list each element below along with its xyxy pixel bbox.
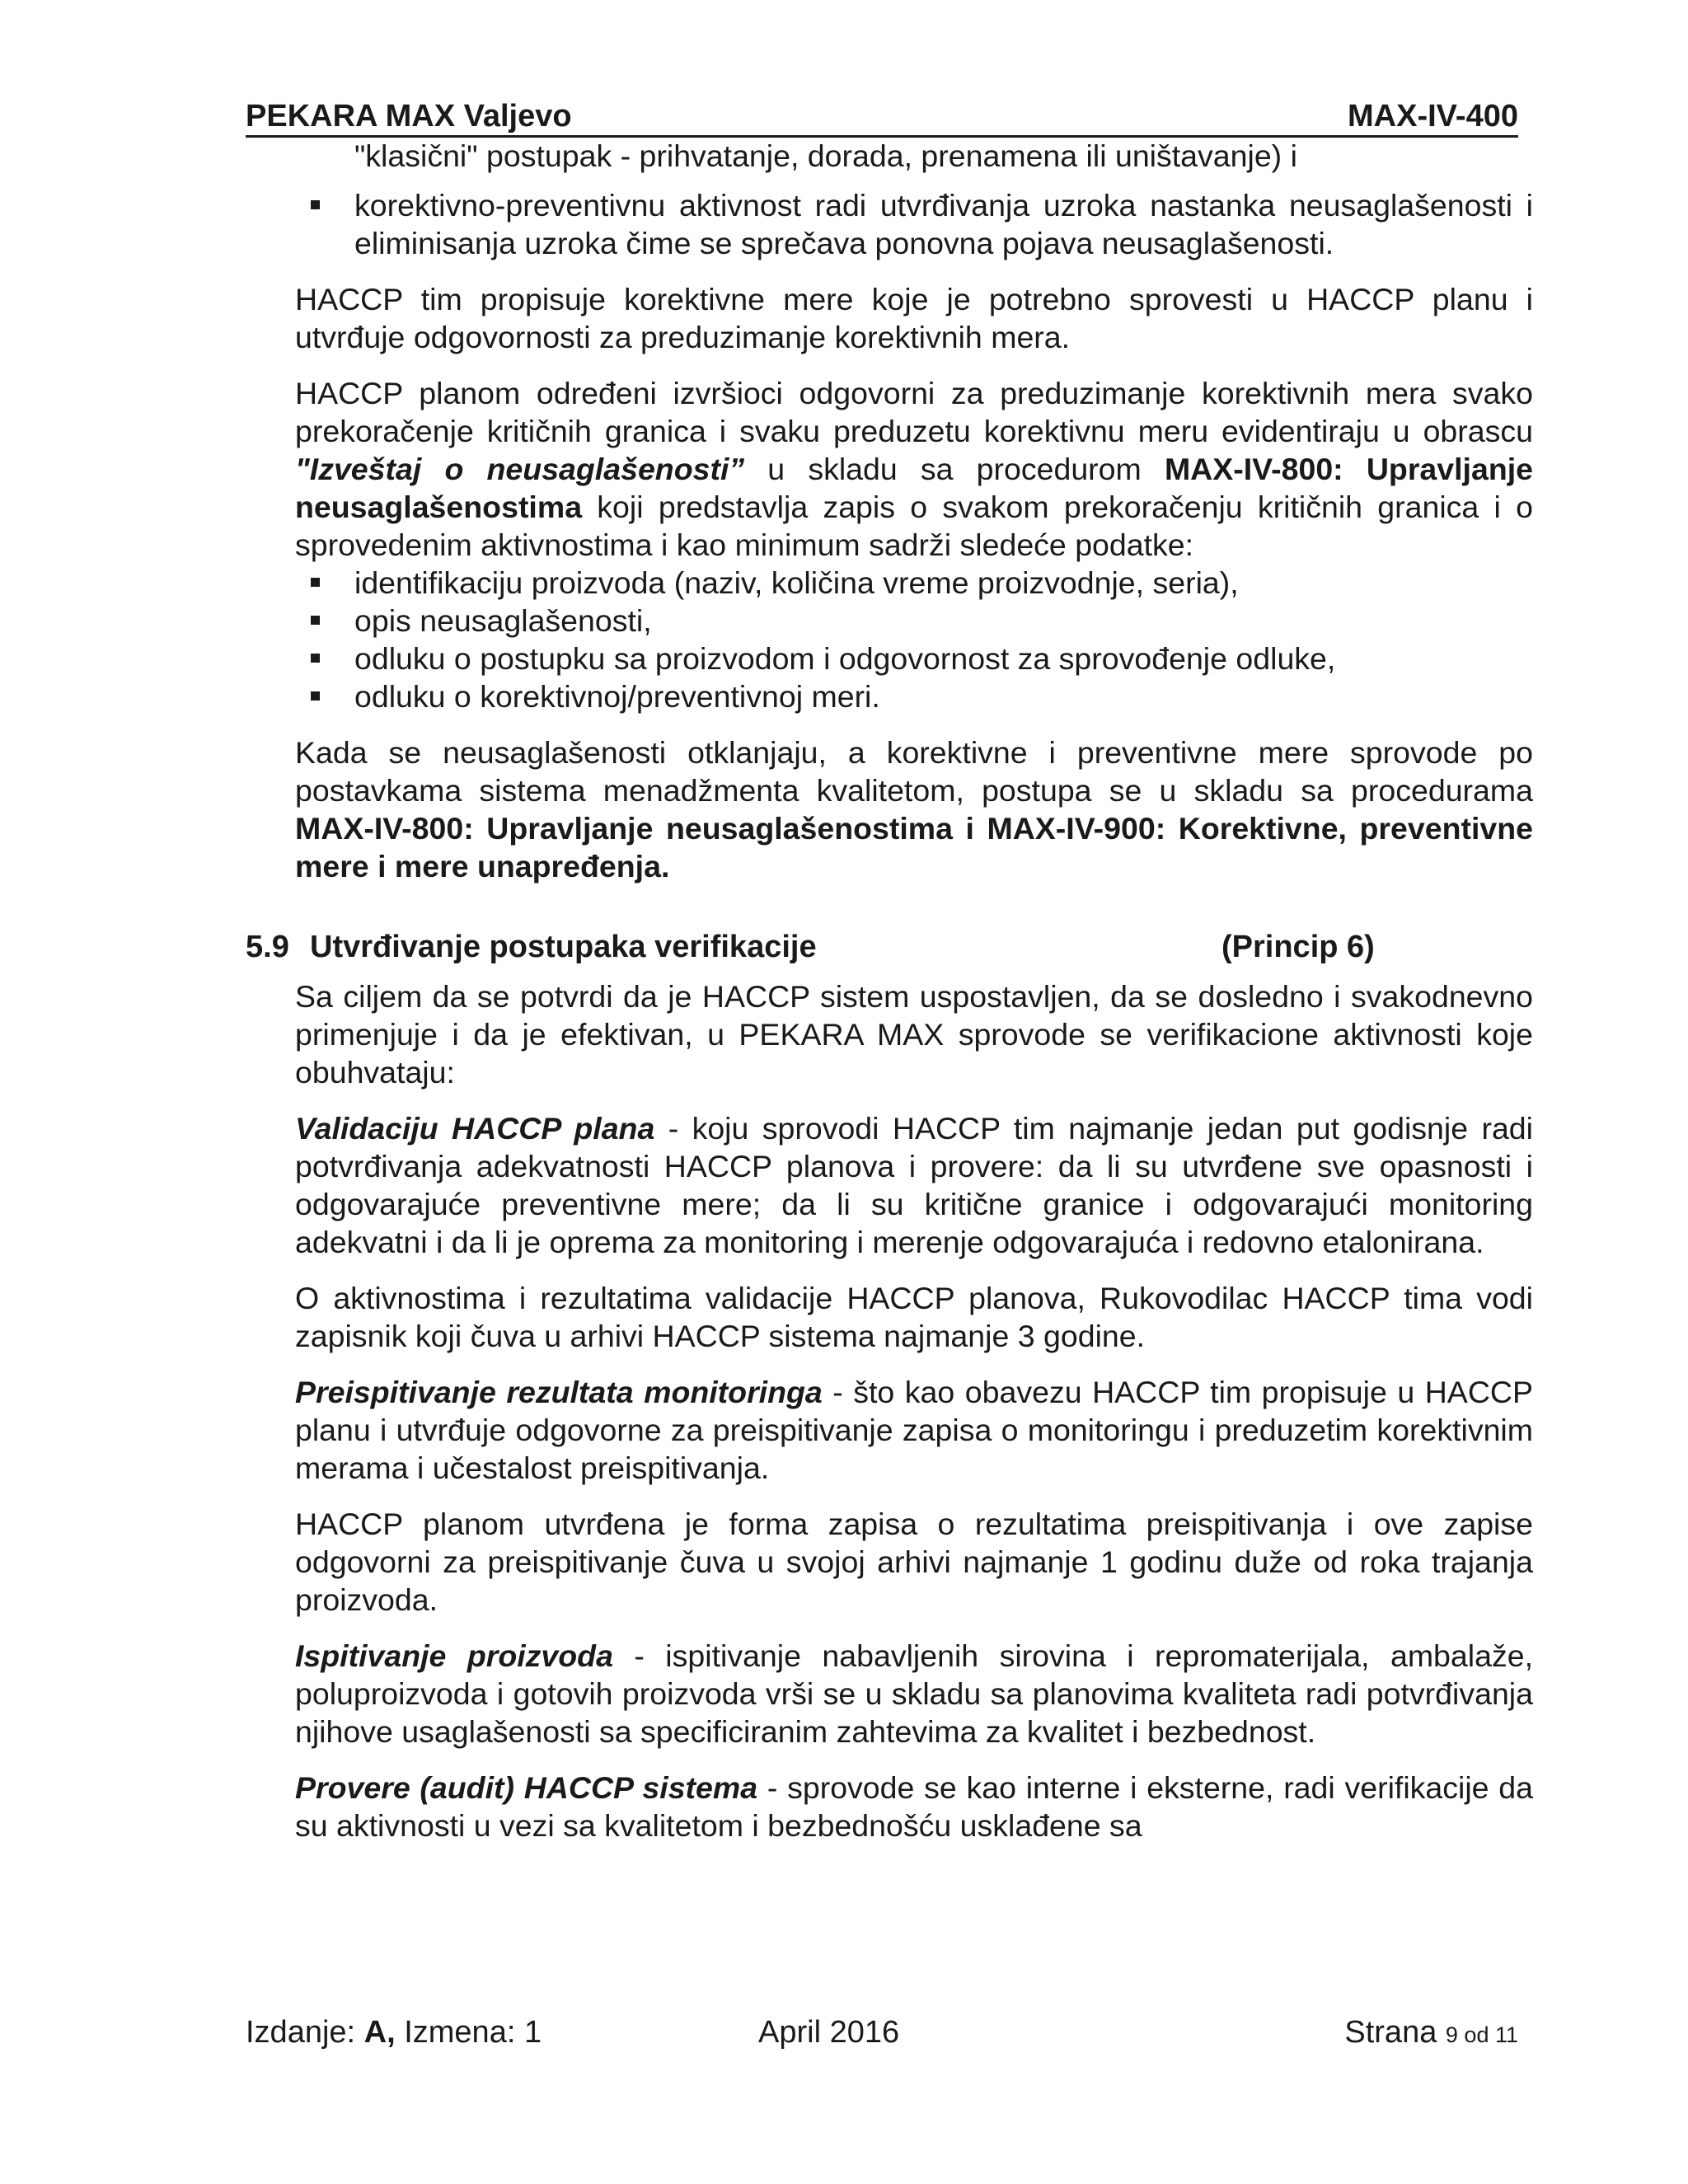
section-principle: (Princip 6) xyxy=(1221,930,1375,964)
page-of: 9 od 11 xyxy=(1445,2022,1518,2047)
company-name: PEKARA MAX Valjevo xyxy=(246,99,572,134)
paragraph: HACCP planom utvrđena je forma zapisa o rezultatima preispitivanja i ove zapise odgovorni za preispitivanje čuva u svojoj arhivi najmanje 1 godinu duže od roka trajanja proizvoda. xyxy=(295,1507,1533,1617)
text-run: - koju sprovodi HACCP tim najmanje jedan put godisnje radi potvrđivanja adekvatnosti HACCP planova i provere: da li su utvrđene sve opasnosti i odgovarajuće preventivne mere; da li su kritične granice i odgovarajući monitoring adekvatni i da li je oprema za monitoring i merenje odgovarajuća i redovno etalonirana. xyxy=(295,1111,1533,1259)
bullet-icon xyxy=(311,691,320,701)
page-footer xyxy=(246,2015,1518,2056)
document-body xyxy=(246,137,1533,1863)
text-run: - sprovode se kao interne i eksterne, radi verifikacije da su aktivnosti u vezi sa kvalitetom i bezbednošću usklađene sa xyxy=(295,1770,1533,1843)
text-run: Kada se neusaglašenosti otklanjaju, a korektivne i preventivne mere sprovode po postavkama sistema menadžmenta kvalitetom, postupa se u skladu sa procedurama xyxy=(295,735,1533,808)
bullet-list-top xyxy=(295,186,1533,262)
paragraph xyxy=(295,733,1533,885)
list-item-text: odluku o postupku sa proizvodom i odgovornost za sprovođenje odluke, xyxy=(354,641,1336,676)
paragraph: O aktivnostima i rezultatima validacije HACCP planova, Rukovodilac HACCP tima vodi zapisnik koji čuva u arhivi HACCP sistema najmanje 3 godine. xyxy=(295,1281,1533,1353)
text-run: koji predstavlja zapis o svakom prekoračenju kritičnih granica i o sprovedenim aktivnostima i kao minimum sadrži sledeće podatke: xyxy=(295,490,1533,562)
list-item-text: odluku o korektivnoj/preventivnoj meri. xyxy=(354,679,880,714)
text-run: u skladu sa procedurom xyxy=(744,452,1165,486)
document-code: MAX-IV-400 xyxy=(1348,99,1518,134)
page-header xyxy=(246,97,1518,138)
paragraph xyxy=(295,1769,1533,1844)
text-run: HACCP planom određeni izvršioci odgovorni za preduzimanje korektivnih mera svako prekoračenje kritičnih granica i svaku preduzetu korektivnu meru evidentiraju u obrascu xyxy=(295,376,1533,448)
page-number xyxy=(1344,2015,1518,2050)
bullet-icon xyxy=(311,200,320,209)
text-run: - ispitivanje nabavljenih sirovina i repromaterijala, ambalaže, poluproizvoda i gotovih proizvoda vrši se u skladu sa planovima kvaliteta radi potvrđivanja njihove usaglašenosti sa specificiranim zahtevima za kvalitet i bezbednost. xyxy=(295,1638,1533,1749)
term-heading: Validaciju HACCP plana xyxy=(295,1111,655,1146)
form-name: "Izveštaj o neusaglašenosti” xyxy=(295,452,745,486)
edition-label: Izdanje: xyxy=(246,2015,364,2050)
paragraph xyxy=(295,374,1533,564)
list-item xyxy=(295,602,1533,640)
list-item xyxy=(295,564,1533,602)
paragraph xyxy=(295,1637,1533,1750)
paragraph xyxy=(295,1109,1533,1261)
edition-info xyxy=(246,2015,542,2050)
revision-label: Izmena: 1 xyxy=(395,2015,542,2050)
section-heading xyxy=(246,928,1533,966)
term-heading: Provere (audit) HACCP sistema xyxy=(295,1770,758,1805)
text-run: - što kao obavezu HACCP tim propisuje u HACCP planu i utvrđuje odgovorne za preispitivanje zapisa o monitoringu i preduzetim korektivnim merama i učestalost preispitivanja. xyxy=(295,1375,1533,1485)
bullet-icon xyxy=(311,654,320,663)
list-item xyxy=(295,640,1533,677)
bullet-icon xyxy=(311,578,320,587)
procedure-reference: MAX-IV-800: Upravljanje neusaglašenostima i MAX-IV-900: Korektivne, preventivne mere i mere unapređenja. xyxy=(295,811,1533,883)
edition-value: A, xyxy=(363,2015,396,2050)
data-bullet-list xyxy=(295,564,1533,715)
list-item-text: korektivno-preventivnu aktivnost radi utvrđivanja uzroka nastanka neusaglašenosti i eliminisanja uzroka čime se sprečava ponovna pojava neusaglašenosti. xyxy=(354,188,1533,260)
issue-date: April 2016 xyxy=(758,2015,900,2050)
list-item xyxy=(295,186,1533,262)
section-title: Utvrđivanje postupaka verifikacije xyxy=(310,930,817,964)
list-item xyxy=(295,677,1533,715)
list-item-text: opis neusaglašenosti, xyxy=(354,603,652,638)
section-number: 5.9 xyxy=(246,930,289,964)
procedure-reference: MAX-IV-800: Upravljanje neusaglašenostima xyxy=(295,452,1533,524)
term-heading: Preispitivanje rezultata monitoringa xyxy=(295,1375,823,1409)
list-item-text: identifikaciju proizvoda (naziv, količina vreme proizvodnje, seria), xyxy=(354,565,1239,600)
page-label: Strana xyxy=(1344,2015,1446,2050)
paragraph: HACCP tim propisuje korektivne mere koje je potrebno sprovesti u HACCP planu i utvrđuje odgovornosti za preduzimanje korektivnih mera. xyxy=(295,282,1533,354)
paragraph xyxy=(295,1373,1533,1487)
paragraph: Sa ciljem da se potvrdi da je HACCP sistem uspostavljen, da se dosledno i svakodnevno primenjuje i da je efektivan, u PEKARA MAX sprovode se verifikacione aktivnosti koje obuhvataju: xyxy=(295,979,1533,1090)
term-heading: Ispitivanje proizvoda xyxy=(295,1638,613,1673)
bullet-icon xyxy=(311,616,320,625)
continuation-line: "klasični" postupak - prihvatanje, dorada, prenamena ili uništavanje) i xyxy=(354,138,1297,173)
